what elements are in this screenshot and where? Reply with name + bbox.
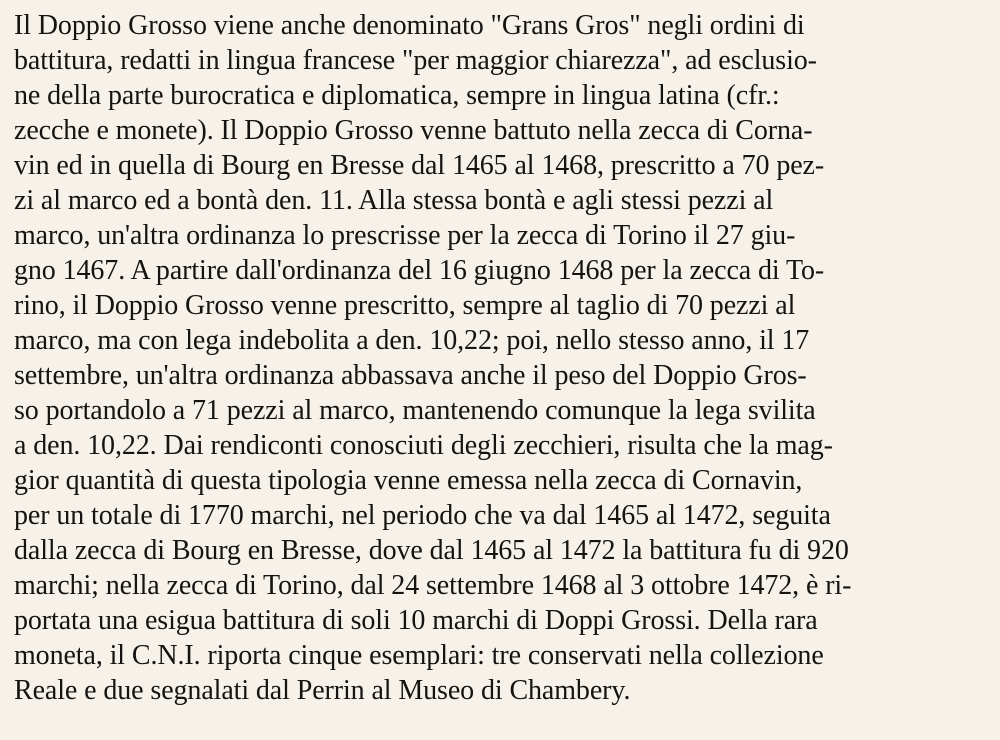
body-text	[14, 8, 994, 708]
text-line: settembre, un'altra ordinanza abbassava anche il peso del Doppio Gros-	[14, 360, 807, 391]
text-line: Reale e due segnalati dal Perrin al Museo di Chambery.	[14, 675, 631, 706]
text-line: dalla zecca di Bourg en Bresse, dove dal 1465 al 1472 la battitura fu di 920	[14, 535, 849, 566]
text-line: gno 1467. A partire dall'ordinanza del 16 giugno 1468 per la zecca di To-	[14, 255, 825, 286]
text-line: per un totale di 1770 marchi, nel periodo che va dal 1465 al 1472, seguita	[14, 500, 831, 531]
text-line: marco, un'altra ordinanza lo prescrisse per la zecca di Torino il 27 giu-	[14, 220, 796, 251]
text-line: zi al marco ed a bontà den. 11. Alla stessa bontà e agli stessi pezzi al	[14, 185, 774, 216]
text-line: gior quantità di questa tipologia venne emessa nella zecca di Cornavin,	[14, 465, 803, 496]
text-line: vin ed in quella di Bourg en Bresse dal 1465 al 1468, prescritto a 70 pez-	[14, 150, 825, 181]
text-line: ne della parte burocratica e diplomatica, sempre in lingua latina (cfr.:	[14, 80, 780, 111]
text-line: a den. 10,22. Dai rendiconti conosciuti degli zecchieri, risulta che la mag-	[14, 430, 833, 461]
text-line: marco, ma con lega indebolita a den. 10,22; poi, nello stesso anno, il 17	[14, 325, 810, 356]
text-line: so portandolo a 71 pezzi al marco, mantenendo comunque la lega svilita	[14, 395, 816, 426]
text-line: rino, il Doppio Grosso venne prescritto, sempre al taglio di 70 pezzi al	[14, 290, 796, 321]
text-line: zecche e monete). Il Doppio Grosso venne battuto nella zecca di Corna-	[14, 115, 813, 146]
text-line: marchi; nella zecca di Torino, dal 24 settembre 1468 al 3 ottobre 1472, è ri-	[14, 570, 852, 601]
text-line: moneta, il C.N.I. riporta cinque esemplari: tre conservati nella collezione	[14, 640, 824, 671]
text-line: Il Doppio Grosso viene anche denominato "Grans Gros" negli ordini di	[14, 10, 805, 41]
text-line: battitura, redatti in lingua francese "per maggior chiarezza", ad esclusio-	[14, 45, 817, 76]
text-line: portata una esigua battitura di soli 10 marchi di Doppi Grossi. Della rara	[14, 605, 818, 636]
